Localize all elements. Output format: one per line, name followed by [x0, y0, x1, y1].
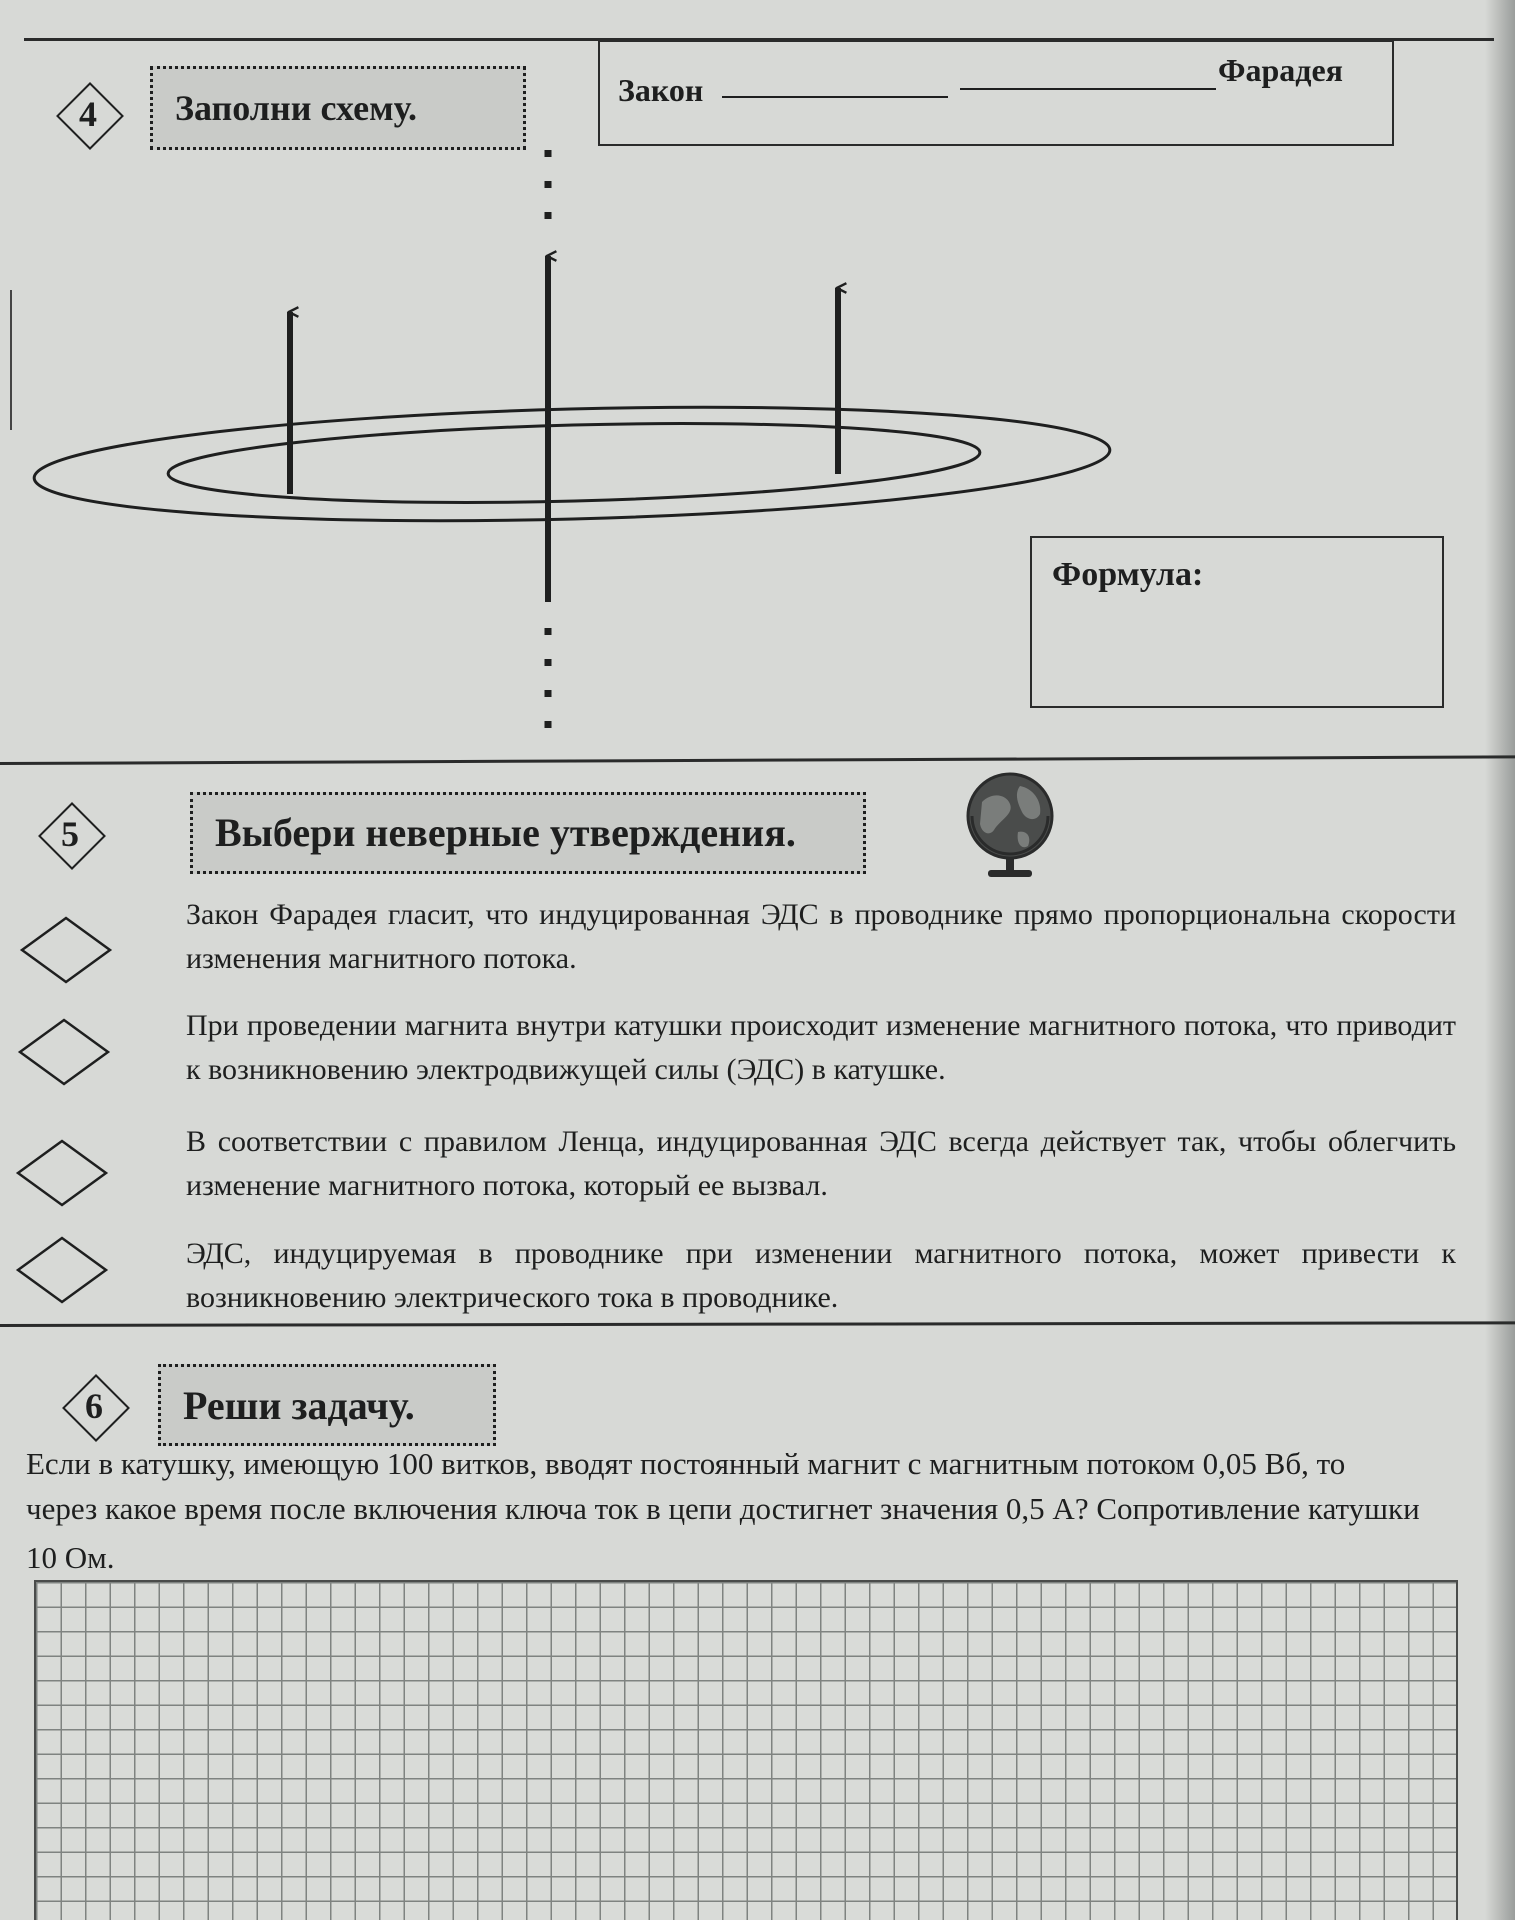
statement-4: ЭДС, индуцируемая в проводнике при изменении магнитного потока, может привести к возникновению электрического тока в проводнике.: [186, 1237, 1456, 1314]
task6-number: 6: [85, 1386, 103, 1426]
task6-number-badge: [62, 1374, 126, 1438]
statement-2: При проведении магнита внутри катушки происходит изменение магнитного потока, что приводит к возникновению электродвижущей силы (ЭДС) в катушке.: [186, 1009, 1456, 1086]
statement-2-checkbox[interactable]: [16, 1017, 112, 1087]
law-suffix: Фарадея: [1218, 52, 1343, 88]
task4-number: 4: [79, 94, 97, 134]
task6-title: Реши задачу.: [183, 1383, 415, 1428]
task5-number-badge: [38, 802, 102, 866]
task4-title: Заполни схему.: [175, 88, 417, 128]
formula-label: Формула:: [1052, 556, 1204, 593]
task5-number: 5: [61, 814, 79, 854]
statement-4-checkbox[interactable]: [14, 1235, 110, 1305]
law-prefix: Закон: [618, 72, 704, 108]
task5-title: Выбери неверные утверждения.: [215, 810, 796, 855]
task6-problem-line-1: Если в катушку, имеющую 100 витков, вводят постоянный магнит с магнитным потоком 0,05 Вб, то: [26, 1446, 1346, 1481]
statement-3: В соответствии с правилом Ленца, индуцированная ЭДС всегда действует так, чтобы облегчить изменение магнитного потока, который ее вызвал.: [186, 1125, 1456, 1202]
outer-loop: [33, 395, 1112, 533]
statement-1: Закон Фарадея гласит, что индуцированная ЭДС в проводнике прямо пропорциональна скорости изменения магнитного потока.: [186, 898, 1456, 975]
task5-separator: [0, 1321, 1515, 1327]
statement-3-checkbox[interactable]: [14, 1138, 110, 1208]
page-edge-shadow: [1485, 0, 1515, 1920]
task6-title-box: [158, 1364, 496, 1446]
task6-problem-line-2: через какое время после включения ключа ток в цепи достигнет значения 0,5 А? Сопротивление катушки: [26, 1491, 1420, 1526]
statement-1-checkbox[interactable]: [18, 915, 114, 985]
answer-grid[interactable]: [34, 1580, 1458, 1920]
task4-separator: [0, 755, 1515, 765]
task5-title-box: [190, 792, 866, 874]
task6-problem-line-3: 10 Ом.: [26, 1540, 115, 1575]
globe-icon: [960, 764, 1060, 884]
